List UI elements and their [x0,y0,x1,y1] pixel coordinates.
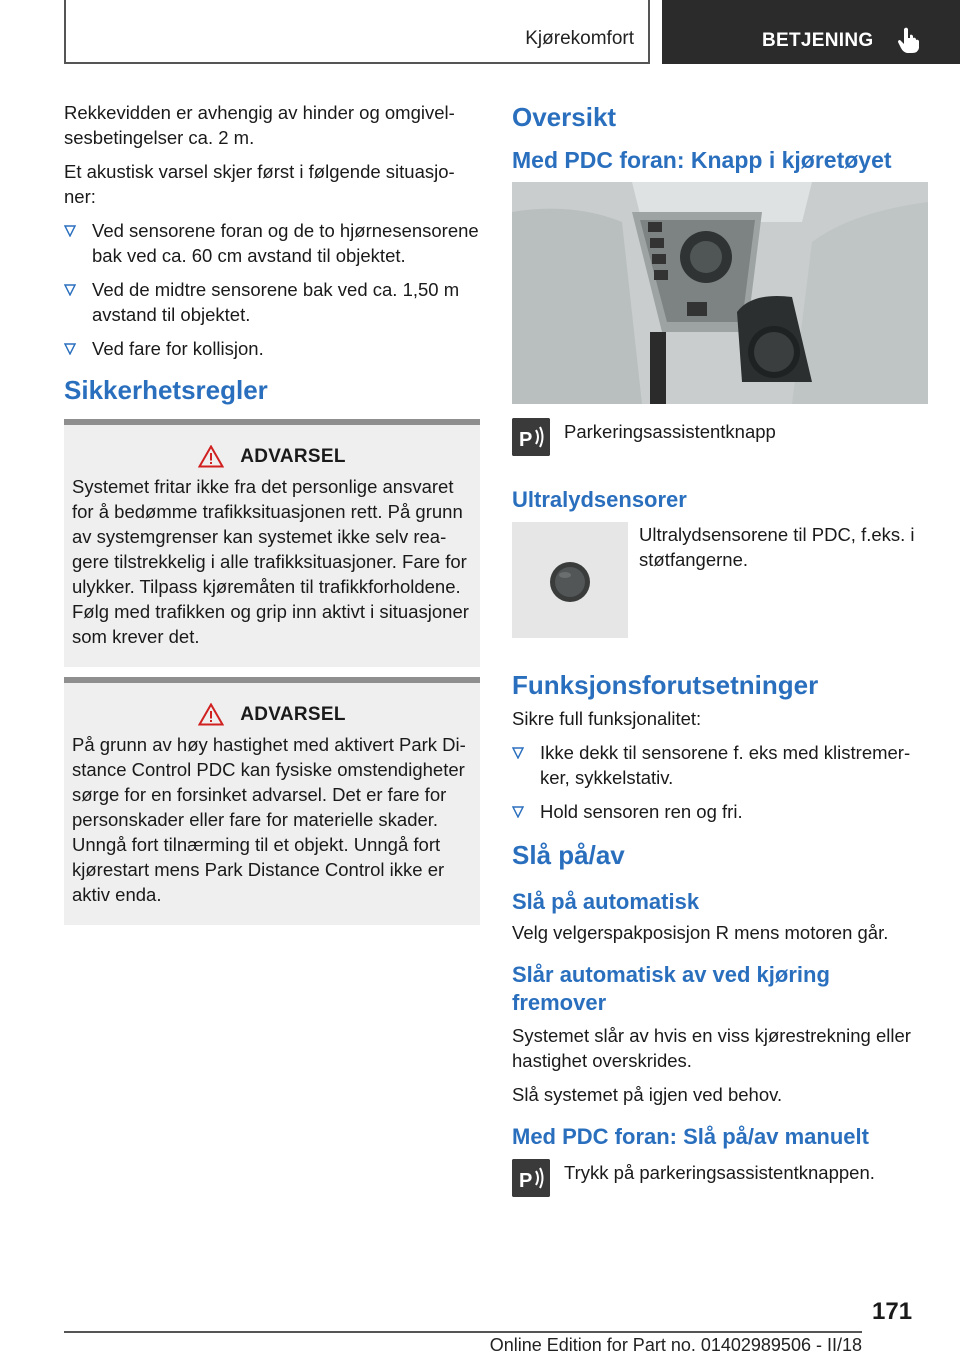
list-item: Ved de midtre sensorene bak ved ca. 1,50 m avstand til objektet. [64,277,480,327]
warning-text: På grunn av høy hastighet med aktivert Park Distance Control PDC kan fysiske omstendigheter sørge for en forsinket advarsel. Det er fare for personskader eller fare for materielle skader. Unngå fort tilnærming til et objekt. Unngå fort kjørestart mens Park Distance Control ikke er aktiv enda. [72,734,466,905]
function-list [512,740,928,824]
list-item: Ved sensorene foran og de to hjørnesensorene bak ved ca. 60 cm avstand til objektet. [64,218,480,268]
header-chapter-title: BETJENING [762,30,874,51]
manual-heading: Med PDC foran: Slå på/av manuelt [512,1124,869,1149]
auto-off-text: Systemet slår av hvis en viss kjørestrekning eller hastighet overskrides. [512,1025,911,1071]
function-requirements-heading: Funksjonsforutsetninger [512,670,819,700]
ultrasonic-heading: Ultralydsensorer [512,487,687,512]
svg-text:P: P [519,429,533,451]
auto-off-heading: Slår automatisk av ved kjøring fremover [512,962,830,1015]
on-off-heading: Slå på/av [512,840,625,870]
function-intro: Sikre full funksjonalitet: [512,708,702,729]
warning-box [64,419,480,667]
auto-off-restart-text: Slå systemet på igjen ved behov. [512,1084,783,1105]
header-chapter-box [662,0,960,64]
overview-heading: Oversikt [512,102,617,132]
triangle-bullet-icon [512,806,524,818]
center-console-illustration [512,182,928,404]
safety-heading: Sikkerhetsregler [64,375,268,405]
warning-text: Systemet fritar ikke fra det personlige ansvaret for å bedømme trafikksituasjonen rett. På grunn av systemgrenser kan systemet ikke selv reagere tilstrekkelig i alle trafikksituasjoner. Fare for ulykker. Tilpass kjøremåten til trafikkforholdene. Følg med trafikken og grip inn aktivt i situasjoner som krever det. [72,476,469,647]
acoustic-list [64,218,480,361]
left-column [64,100,480,935]
auto-on-heading: Slå på automatisk [512,889,700,914]
triangle-bullet-icon [64,343,76,355]
sensor-row [512,522,928,638]
list-item: Ikke dekk til sensorene f. eks med klistremerker, sykkelstativ. [512,740,928,790]
warning-box [64,677,480,925]
center-console-photo [512,182,928,404]
auto-on-text: Velg velgerspakposisjon R mens motoren går. [512,922,889,943]
manual-text: Trykk på parkeringsassistentknappen. [564,1162,875,1183]
triangle-bullet-icon [512,747,524,759]
parking-assistant-button-icon [512,1159,550,1197]
parking-assistant-button-icon [512,418,550,456]
pdc-button-caption-row [512,418,928,456]
triangle-bullet-icon [64,284,76,296]
manual-row [512,1159,928,1197]
warning-title: ADVARSEL [240,703,346,725]
header-section-box [64,0,650,64]
right-column [512,96,928,1203]
ultrasonic-text: Ultralydsensorene til PDC, f.eks. i støtfangerne. [639,524,915,570]
page-number: 171 [872,1298,913,1325]
header-section-title: Kjørekomfort [525,28,634,49]
acoustic-paragraph: Et akustisk varsel skjer først i følgende situasjoner: [64,161,455,207]
svg-text:P: P [519,1170,533,1192]
ultrasonic-sensor-image [512,522,628,638]
warning-triangle-icon [198,703,224,726]
pdc-button-caption: Parkeringsassistentknapp [564,421,776,442]
list-item: Hold sensoren ren og fri. [512,799,928,824]
triangle-bullet-icon [64,225,76,237]
warning-title: ADVARSEL [240,445,346,467]
warning-triangle-icon [198,445,224,468]
list-item: Ved fare for kollisjon. [64,336,480,361]
hand-pointer-icon [896,26,922,54]
footer-divider [64,1331,862,1333]
range-paragraph: Rekkevidden er avhengig av hinder og omgivelsesbetingelser ca. 2 m. [64,102,455,148]
footer-edition: Online Edition for Part no. 01402989506 - II/18 [489,1335,862,1355]
pdc-front-heading: Med PDC foran: Knapp i kjøretøyet [512,147,892,173]
